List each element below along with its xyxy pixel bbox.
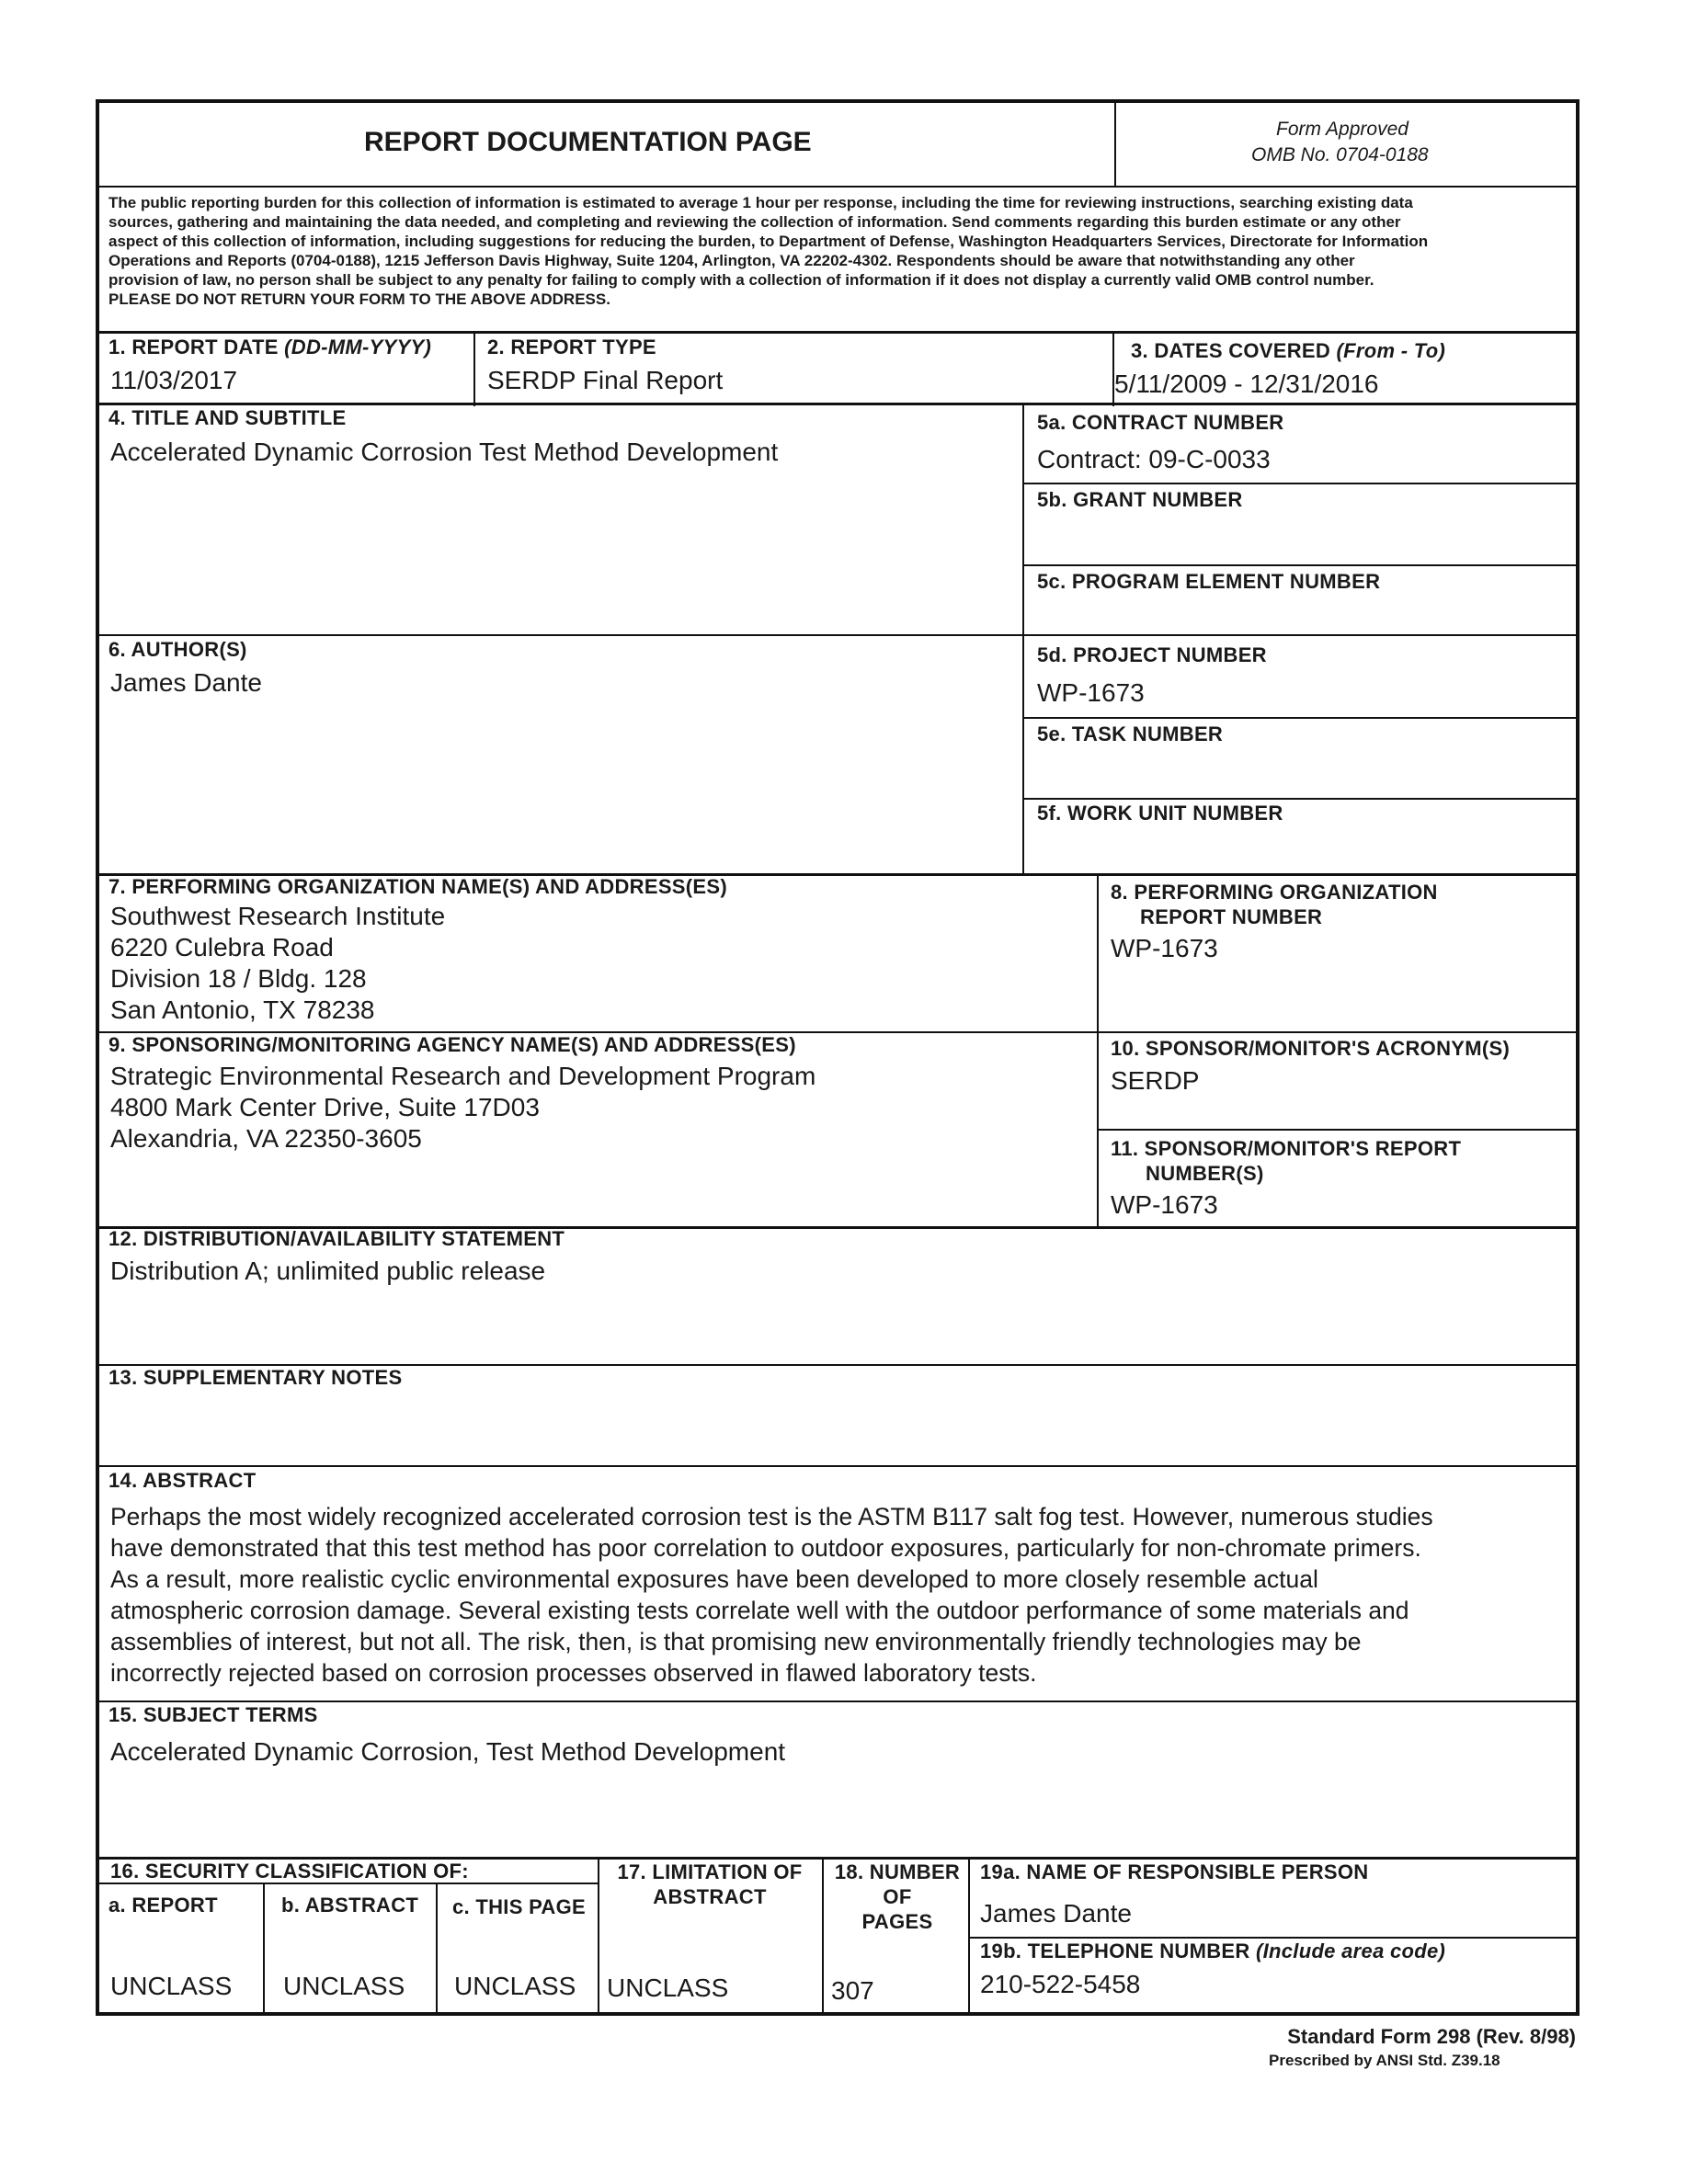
divider <box>96 331 1580 334</box>
pages-label-line: OF <box>883 1885 912 1908</box>
prescribed-label: Prescribed by ANSI Std. Z39.18 <box>1269 2052 1500 2069</box>
limitation-label-line: 17. LIMITATION OF <box>617 1860 803 1883</box>
sponsor-acronym-value: SERDP <box>1111 1066 1200 1095</box>
abstract-line: assemblies of interest, but not all. The risk, then, is that promising new environmentally friendly technologies may be <box>110 1628 1362 1655</box>
responsible-person-label: 19a. NAME OF RESPONSIBLE PERSON <box>980 1860 1369 1883</box>
divider <box>96 634 1580 636</box>
sponsor-report-label-line: 11. SPONSOR/MONITOR'S REPORT <box>1111 1137 1462 1160</box>
abstract-line: incorrectly rejected based on corrosion processes observed in flawed laboratory tests. <box>110 1659 1037 1687</box>
sponsor-report-label-line: NUMBER(S) <box>1146 1162 1264 1185</box>
limitation-label-line: ABSTRACT <box>653 1885 767 1908</box>
abstract-line: Perhaps the most widely recognized accelerated corrosion test is the ASTM B117 salt fog test. However, numerous studies <box>110 1503 1433 1530</box>
task-number-label: 5e. TASK NUMBER <box>1037 722 1224 745</box>
project-number-label: 5d. PROJECT NUMBER <box>1037 643 1267 666</box>
frame-left <box>96 99 99 2016</box>
form-approved: Form Approved <box>1276 119 1409 140</box>
performing-org-address <box>110 901 445 1026</box>
security-classification-label: 16. SECURITY CLASSIFICATION OF: <box>110 1860 469 1883</box>
divider <box>96 403 1580 405</box>
security-this-page-label: c. THIS PAGE <box>452 1895 586 1918</box>
telephone-value: 210-522-5458 <box>980 1970 1141 1998</box>
address-line: 4800 Mark Center Drive, Suite 17D03 <box>110 1093 540 1121</box>
security-report-value: UNCLASS <box>110 1972 233 2000</box>
frame-top <box>96 99 1580 103</box>
divider <box>968 1937 1580 1939</box>
dates-covered-label <box>1131 339 1445 363</box>
divider <box>1022 717 1580 719</box>
divider <box>436 1883 438 2014</box>
divider <box>1097 1129 1580 1131</box>
sponsor-report-value: WP-1673 <box>1111 1190 1218 1219</box>
divider <box>473 333 475 406</box>
report-type-value: SERDP Final Report <box>487 366 724 394</box>
sponsoring-agency-label: 9. SPONSORING/MONITORING AGENCY NAME(S) AND ADDRESS(ES) <box>108 1033 796 1056</box>
sponsoring-agency-address <box>110 1061 815 1155</box>
contract-number-label: 5a. CONTRACT NUMBER <box>1037 411 1284 434</box>
telephone-label <box>980 1939 1445 1963</box>
divider <box>96 186 1580 188</box>
responsible-person-value: James Dante <box>980 1899 1132 1928</box>
page-title: REPORT DOCUMENTATION PAGE <box>364 127 812 157</box>
work-unit-label: 5f. WORK UNIT NUMBER <box>1037 802 1283 825</box>
subject-terms-value: Accelerated Dynamic Corrosion, Test Method Development <box>110 1737 786 1766</box>
divider <box>822 1859 824 2014</box>
grant-number-label: 5b. GRANT NUMBER <box>1037 488 1243 511</box>
performing-report-label-line: 8. PERFORMING ORGANIZATION <box>1111 881 1438 904</box>
number-of-pages-label <box>829 1860 965 1934</box>
address-line: Alexandria, VA 22350-3605 <box>110 1124 422 1153</box>
divider <box>96 1701 1580 1702</box>
subject-terms-label: 15. SUBJECT TERMS <box>108 1703 318 1726</box>
security-report-label: a. REPORT <box>108 1894 218 1917</box>
dates-covered-label-text: 3. DATES COVERED <box>1131 339 1331 362</box>
distribution-label: 12. DISTRIBUTION/AVAILABILITY STATEMENT <box>108 1227 565 1250</box>
title-label: 4. TITLE AND SUBTITLE <box>108 406 347 429</box>
preamble-line: sources, gathering and maintaining the data needed, and completing and reviewing the collection of information. Send comments regarding this burden estimate or any other <box>108 213 1401 231</box>
preamble-line: aspect of this collection of information, including suggestions for reducing the burden, to Department of Defense, Washington Headquarters Services, Directorate for Information <box>108 233 1429 250</box>
performing-org-label: 7. PERFORMING ORGANIZATION NAME(S) AND ADDRESS(ES) <box>108 875 727 898</box>
divider <box>1022 564 1580 566</box>
program-element-label: 5c. PROGRAM ELEMENT NUMBER <box>1037 570 1381 593</box>
performing-report-label <box>1111 880 1438 929</box>
security-abstract-value: UNCLASS <box>283 1972 405 2000</box>
divider <box>1022 404 1024 875</box>
abstract-label: 14. ABSTRACT <box>108 1469 257 1492</box>
report-type-label: 2. REPORT TYPE <box>487 336 656 358</box>
report-date-label <box>108 336 431 359</box>
report-date-value: 11/03/2017 <box>110 366 238 394</box>
address-line: Southwest Research Institute <box>110 902 446 930</box>
divider <box>1022 798 1580 800</box>
preamble-line: provision of law, no person shall be subject to any penalty for failing to comply with a collection of information if it does not display a currently valid OMB control number. <box>108 271 1374 289</box>
performing-report-value: WP-1673 <box>1111 934 1218 962</box>
performing-report-label-line: REPORT NUMBER <box>1140 905 1323 928</box>
contract-number-value: Contract: 09-C-0033 <box>1037 445 1271 473</box>
dates-covered-hint: (From - To) <box>1336 339 1446 362</box>
authors-label: 6. AUTHOR(S) <box>108 638 247 661</box>
abstract-text <box>110 1501 1572 1689</box>
telephone-hint: (Include area code) <box>1255 1939 1446 1962</box>
pages-label-line: 18. NUMBER <box>834 1860 961 1883</box>
limitation-value: UNCLASS <box>607 1974 729 2002</box>
authors-value: James Dante <box>110 668 262 697</box>
supplementary-notes-label: 13. SUPPLEMENTARY NOTES <box>108 1366 403 1389</box>
divider <box>1097 875 1099 1228</box>
preamble <box>108 193 1570 309</box>
omb-number: OMB No. 0704-0188 <box>1251 144 1429 165</box>
preamble-line: PLEASE DO NOT RETURN YOUR FORM TO THE ABOVE ADDRESS. <box>108 290 610 308</box>
report-date-hint: (DD-MM-YYYY) <box>284 336 432 358</box>
frame-bottom <box>96 2012 1580 2016</box>
project-number-value: WP-1673 <box>1037 678 1145 707</box>
security-this-page-value: UNCLASS <box>454 1972 576 2000</box>
divider <box>1022 483 1580 484</box>
divider <box>96 1465 1580 1467</box>
security-abstract-label: b. ABSTRACT <box>281 1894 419 1917</box>
distribution-value: Distribution A; unlimited public release <box>110 1257 546 1285</box>
address-line: Division 18 / Bldg. 128 <box>110 964 367 993</box>
preamble-line: The public reporting burden for this collection of information is estimated to average 1 hour per response, including the time for reviewing instructions, searching existing data <box>108 194 1413 211</box>
preamble-line: Operations and Reports (0704-0188), 1215 Jefferson Davis Highway, Suite 1204, Arlington, VA 22202-4302. Respondents should be aware that notwithstanding any other <box>108 252 1355 269</box>
abstract-line: As a result, more realistic cyclic environmental exposures have been developed to more closely resemble actual <box>110 1565 1318 1593</box>
number-of-pages-value: 307 <box>831 1976 874 2005</box>
frame-right <box>1576 99 1580 2016</box>
sponsor-acronym-label: 10. SPONSOR/MONITOR'S ACRONYM(S) <box>1111 1037 1511 1060</box>
divider <box>263 1883 265 2014</box>
address-line: Strategic Environmental Research and Development Program <box>110 1062 816 1090</box>
divider <box>598 1859 599 2014</box>
report-date-label-text: 1. REPORT DATE <box>108 336 279 358</box>
address-line: 6220 Culebra Road <box>110 933 334 961</box>
sponsor-report-label <box>1111 1136 1461 1186</box>
limitation-label <box>609 1860 811 1909</box>
address-line: San Antonio, TX 78238 <box>110 995 375 1024</box>
standard-form-label: Standard Form 298 (Rev. 8/98) <box>1287 2025 1576 2048</box>
abstract-line: have demonstrated that this test method has poor correlation to outdoor exposures, particularly for non-chromate primers. <box>110 1534 1421 1562</box>
telephone-label-text: 19b. TELEPHONE NUMBER <box>980 1939 1250 1962</box>
dates-covered-value: 5/11/2009 - 12/31/2016 <box>1114 370 1379 398</box>
title-value: Accelerated Dynamic Corrosion Test Method Development <box>110 438 779 466</box>
abstract-line: atmospheric corrosion damage. Several existing tests correlate well with the outdoor performance of some materials and <box>110 1597 1409 1624</box>
pages-label-line: PAGES <box>861 1910 933 1933</box>
divider <box>1114 99 1116 188</box>
